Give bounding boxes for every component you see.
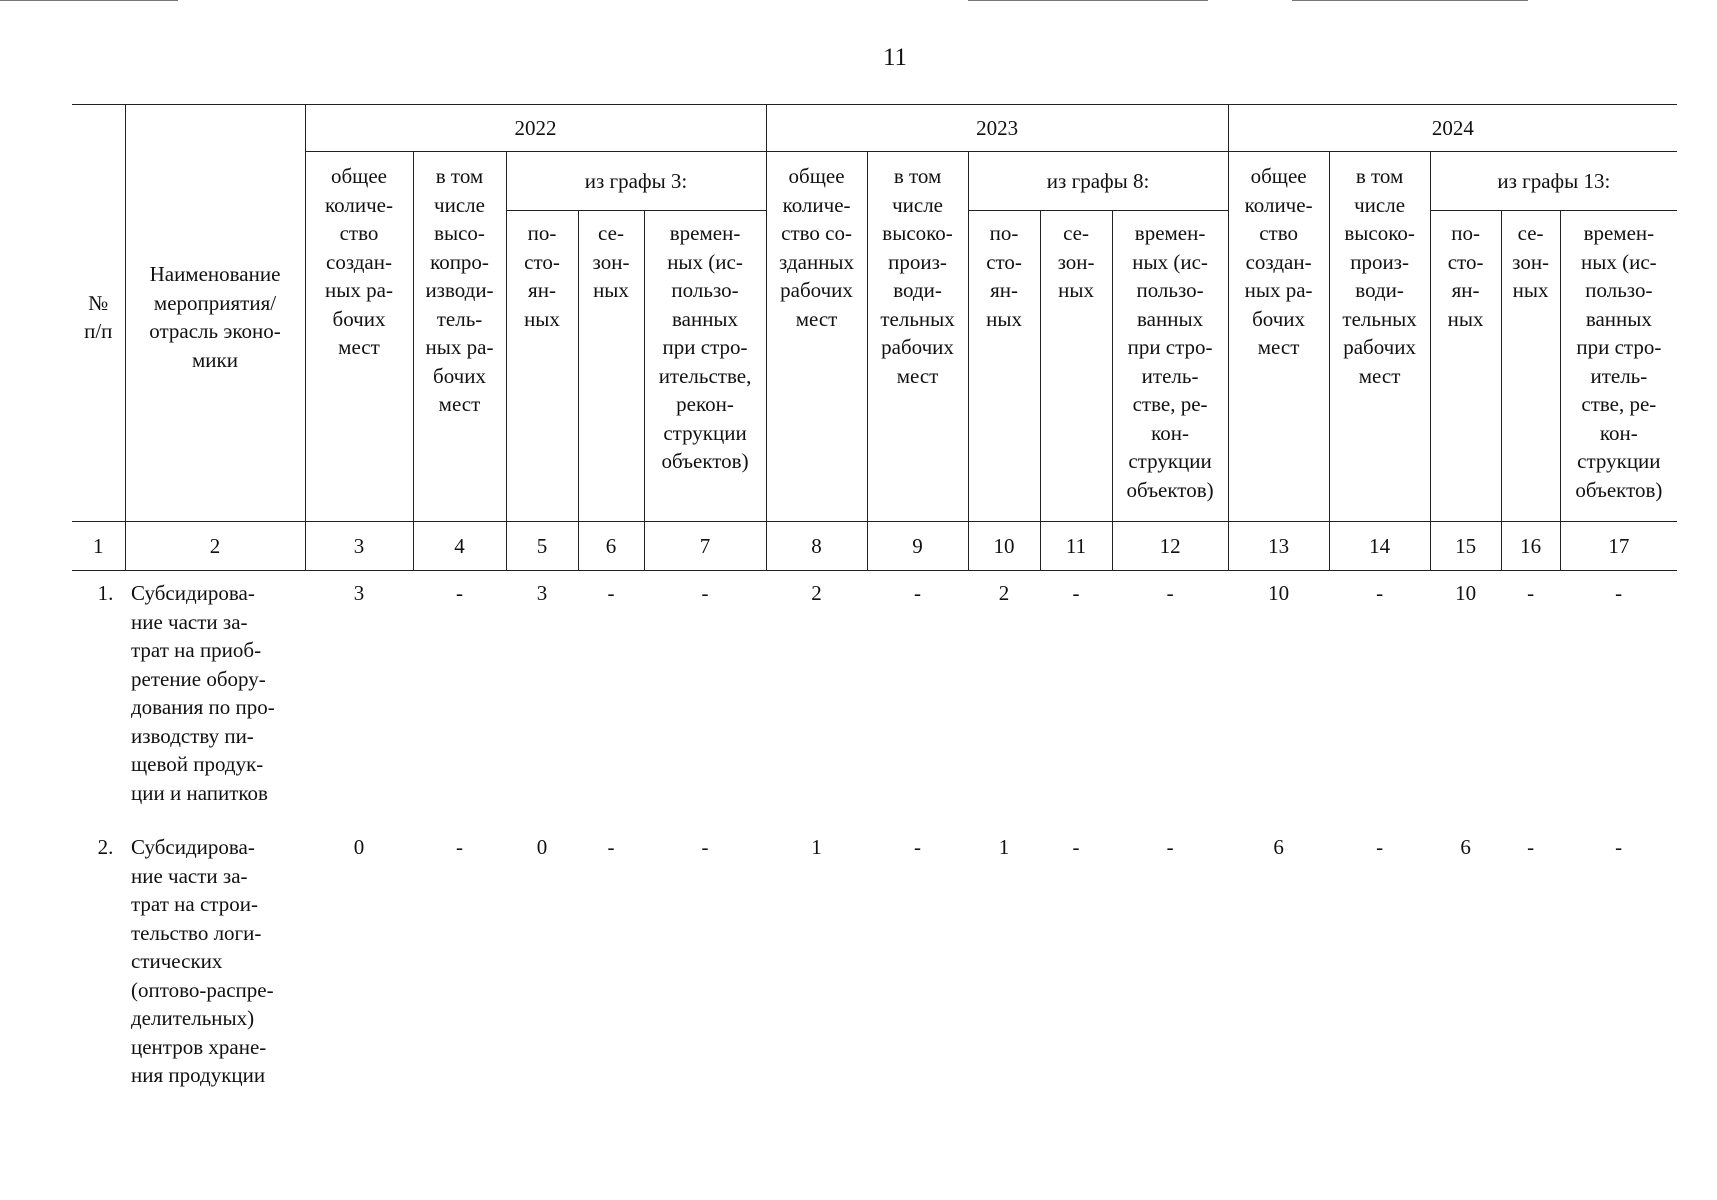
header-line: в том (893, 164, 942, 188)
value-cell: 1 (811, 835, 822, 859)
value-cell: - (914, 581, 922, 605)
name-line: ние части за- (131, 609, 248, 634)
header-line: мест (1257, 335, 1300, 359)
header-2022-total (305, 152, 413, 522)
header-line: № (88, 290, 109, 315)
value-cell: - (1376, 835, 1384, 859)
header-2023-high (867, 152, 968, 522)
header-line: создан- (326, 249, 392, 274)
header-line: числе (892, 192, 943, 217)
column-number: 11 (1040, 522, 1112, 571)
value-cell: 0 (536, 835, 548, 859)
header-line: зон- (592, 249, 630, 274)
header-line: зданных (779, 249, 855, 274)
header-line: ных (1058, 278, 1094, 302)
header-line: пользо- (1136, 278, 1204, 302)
header-line: при стро- (662, 335, 748, 359)
column-number: 17 (1560, 522, 1677, 571)
name-line: Субсидирова- (131, 581, 255, 605)
header-line: итель- (1141, 363, 1199, 388)
header-line: п/п (84, 319, 113, 343)
value-cell: 1 (998, 835, 1010, 859)
page-number: 11 (882, 44, 908, 71)
header-line: стве, ре- (1581, 392, 1657, 416)
header-line: зон- (1512, 249, 1550, 274)
scan-edge-line (0, 0, 178, 1)
header-line: произ- (1350, 249, 1409, 274)
value-cell: - (1615, 835, 1623, 859)
value-cell: 0 (353, 835, 365, 859)
name-line: трат на приоб- (131, 638, 262, 662)
header-line: объектов) (1126, 477, 1214, 502)
header-line: ных (ис- (1581, 249, 1657, 274)
column-number: 1 (72, 522, 125, 571)
value-cell: - (456, 581, 463, 605)
header-line: ных ра- (325, 278, 393, 302)
header-line: отрасль эконо- (149, 319, 281, 343)
header-line: времен- (669, 221, 741, 245)
column-number: 4 (413, 522, 506, 571)
scan-edge-line (1292, 0, 1528, 1)
header-line: ванных (1585, 306, 1652, 331)
header-line: води- (1355, 278, 1404, 302)
name-line: ции и напитков (131, 780, 268, 805)
header-2023-total (766, 152, 867, 522)
header-line: ных (1447, 306, 1484, 331)
value-cell: - (607, 581, 615, 605)
value-cell: 6 (1273, 835, 1284, 859)
header-line: мест (438, 392, 481, 416)
header-line: ных (524, 306, 560, 331)
header-group-2022: из графы 3: (506, 152, 766, 211)
header-line: кон- (1599, 420, 1638, 445)
header-line: рекон- (676, 392, 734, 416)
row-number: 1. (97, 581, 114, 605)
name-line: ние части за- (131, 863, 248, 888)
header-line: мест (338, 335, 380, 359)
header-line: по- (527, 221, 557, 245)
header-line: кон- (1151, 420, 1189, 445)
header-line: сто- (1447, 249, 1484, 274)
header-year-2023: 2023 (766, 105, 1228, 152)
value-cell: - (1072, 581, 1080, 605)
header-line: времен- (1583, 221, 1655, 245)
name-line: щевой продук- (131, 752, 264, 776)
header-line: высоко- (882, 221, 953, 245)
row-name (125, 825, 305, 1108)
name-line: стических (131, 949, 223, 973)
header-line: объектов) (661, 449, 749, 473)
header-line: стве, ре- (1132, 392, 1208, 416)
header-line: произ- (888, 249, 947, 274)
name-line: делительных) (131, 1006, 255, 1030)
column-number: 9 (867, 522, 968, 571)
header-2022-temporary (644, 211, 766, 522)
header-year-2024: 2024 (1228, 105, 1677, 152)
header-line: ных ра- (1244, 278, 1313, 302)
value-cell: - (1376, 581, 1384, 605)
column-number: 2 (125, 522, 305, 571)
column-number: 3 (305, 522, 413, 571)
header-line: по- (989, 221, 1019, 245)
value-cell: - (701, 835, 709, 859)
header-line: ных (ис- (1132, 249, 1208, 274)
column-number: 5 (506, 522, 578, 571)
header-2024-high (1329, 152, 1430, 522)
table-row (72, 571, 1677, 826)
header-line: мест (896, 363, 939, 388)
header-line: изводи- (425, 278, 494, 302)
header-line: ных (1512, 278, 1549, 302)
header-line: общее (1250, 164, 1307, 188)
column-number: 15 (1430, 522, 1501, 571)
header-line: ян- (528, 278, 556, 302)
header-2023-permanent (968, 211, 1040, 522)
name-line: дования по про- (131, 695, 275, 719)
header-line: бочих (433, 363, 486, 388)
header-line: ных (986, 306, 1022, 331)
header-group-2023: из графы 8: (968, 152, 1228, 211)
header-2022-seasonal (578, 211, 644, 522)
column-number: 12 (1112, 522, 1228, 571)
header-line: ных ра- (425, 335, 494, 359)
header-line: по- (1451, 221, 1480, 245)
value-cell: 2 (998, 581, 1010, 605)
header-line: рабочих (1343, 335, 1416, 359)
value-cell: - (607, 835, 615, 859)
value-cell: - (1166, 581, 1174, 605)
header-line: струкции (663, 420, 747, 445)
header-line: высоко- (1344, 221, 1415, 245)
header-group-2024: из графы 13: (1430, 152, 1677, 211)
header-line: ванных (672, 306, 739, 331)
jobs-table (72, 104, 1677, 1108)
header-line: общее (788, 164, 845, 188)
header-line: ство (1259, 221, 1298, 245)
header-line: води- (893, 278, 942, 302)
header-line: се- (598, 221, 624, 245)
header-line: пользо- (671, 278, 739, 302)
column-number: 7 (644, 522, 766, 571)
header-line: рабочих (881, 335, 954, 359)
value-cell: - (914, 835, 922, 859)
value-cell: 3 (353, 581, 365, 605)
header-line: высо- (434, 221, 485, 245)
header-line: струкции (1128, 449, 1212, 473)
header-line: количе- (782, 192, 851, 217)
name-line: Субсидирова- (131, 835, 255, 859)
header-line: мики (192, 347, 238, 372)
header-2023-seasonal (1040, 211, 1112, 522)
header-line: времен- (1134, 221, 1206, 245)
header-line: бочих (1252, 306, 1306, 331)
header-line: числе (1354, 192, 1406, 217)
header-line: ян- (990, 278, 1018, 302)
header-line: количе- (1244, 192, 1313, 217)
column-number: 8 (766, 522, 867, 571)
header-line: объектов) (1575, 477, 1663, 502)
row-number: 2. (97, 835, 114, 859)
value-cell: 10 (1268, 581, 1290, 605)
header-line: сто- (986, 249, 1022, 274)
value-cell: 2 (811, 581, 822, 605)
value-cell: 10 (1455, 581, 1477, 605)
value-cell: 3 (536, 581, 548, 605)
header-line: мест (795, 306, 838, 331)
name-line: трат на строи- (131, 892, 258, 916)
header-line: тельных (1342, 306, 1417, 331)
name-line: изводству пи- (131, 723, 254, 748)
value-cell: - (1166, 835, 1174, 859)
value-cell: - (1527, 835, 1535, 859)
header-2024-temporary (1560, 211, 1677, 522)
header-2024-total (1228, 152, 1329, 522)
header-line: создан- (1245, 249, 1312, 274)
header-line: тельных (880, 306, 955, 331)
scan-edge-line (968, 0, 1208, 1)
header-2024-seasonal (1501, 211, 1560, 522)
header-line: зон- (1057, 249, 1095, 274)
table-row (72, 825, 1677, 1108)
header-row-sub (72, 152, 1677, 211)
header-line: при стро- (1576, 335, 1662, 359)
header-line: Наименование (149, 262, 281, 286)
header-line: мероприятия/ (153, 290, 277, 315)
header-line: в том (1355, 164, 1404, 188)
header-line: при стро- (1127, 335, 1213, 359)
header-2022-permanent (506, 211, 578, 522)
header-2023-temporary (1112, 211, 1228, 522)
header-line: се- (1517, 221, 1544, 245)
name-line: центров хране- (131, 1034, 267, 1059)
header-2022-high (413, 152, 506, 522)
row-name (125, 571, 305, 826)
header-line: ство со- (781, 221, 852, 245)
header-line: ванных (1137, 306, 1204, 331)
header-year-2022: 2022 (305, 105, 766, 152)
header-line: ство (339, 221, 379, 245)
header-line: тель- (436, 306, 483, 331)
value-cell: - (456, 835, 463, 859)
header-line: количе- (325, 192, 393, 217)
header-line: пользо- (1585, 278, 1653, 302)
value-cell: 6 (1460, 835, 1471, 859)
header-line: в том (435, 164, 484, 188)
header-line: мест (1358, 363, 1401, 388)
header-line: сто- (524, 249, 560, 274)
header-line: ных (593, 278, 629, 302)
header-line: струкции (1577, 449, 1661, 473)
column-number-row (72, 522, 1677, 571)
column-number: 10 (968, 522, 1040, 571)
header-line: ительстве, (658, 363, 752, 388)
header-row-years (72, 105, 1677, 152)
value-cell: - (701, 581, 709, 605)
header-line: се- (1063, 221, 1089, 245)
column-number: 14 (1329, 522, 1430, 571)
header-line: копро- (430, 249, 489, 274)
value-cell: - (1615, 581, 1623, 605)
column-number: 6 (578, 522, 644, 571)
name-line: ния продукции (131, 1063, 266, 1087)
header-line: бочих (332, 306, 386, 331)
name-line: тельство логи- (131, 920, 262, 945)
header-line: ных (ис- (667, 249, 743, 274)
name-line: (оптово-распре- (131, 977, 274, 1002)
header-line: общее (331, 164, 387, 188)
header-line: ян- (1451, 278, 1480, 302)
header-num (72, 105, 125, 522)
header-line: итель- (1590, 363, 1648, 388)
header-name (125, 105, 305, 522)
value-cell: - (1072, 835, 1080, 859)
column-number: 13 (1228, 522, 1329, 571)
value-cell: - (1527, 581, 1535, 605)
column-number: 16 (1501, 522, 1560, 571)
header-2024-permanent (1430, 211, 1501, 522)
header-line: рабочих (780, 278, 853, 302)
header-line: числе (434, 192, 485, 217)
name-line: ретение обору- (131, 666, 266, 691)
